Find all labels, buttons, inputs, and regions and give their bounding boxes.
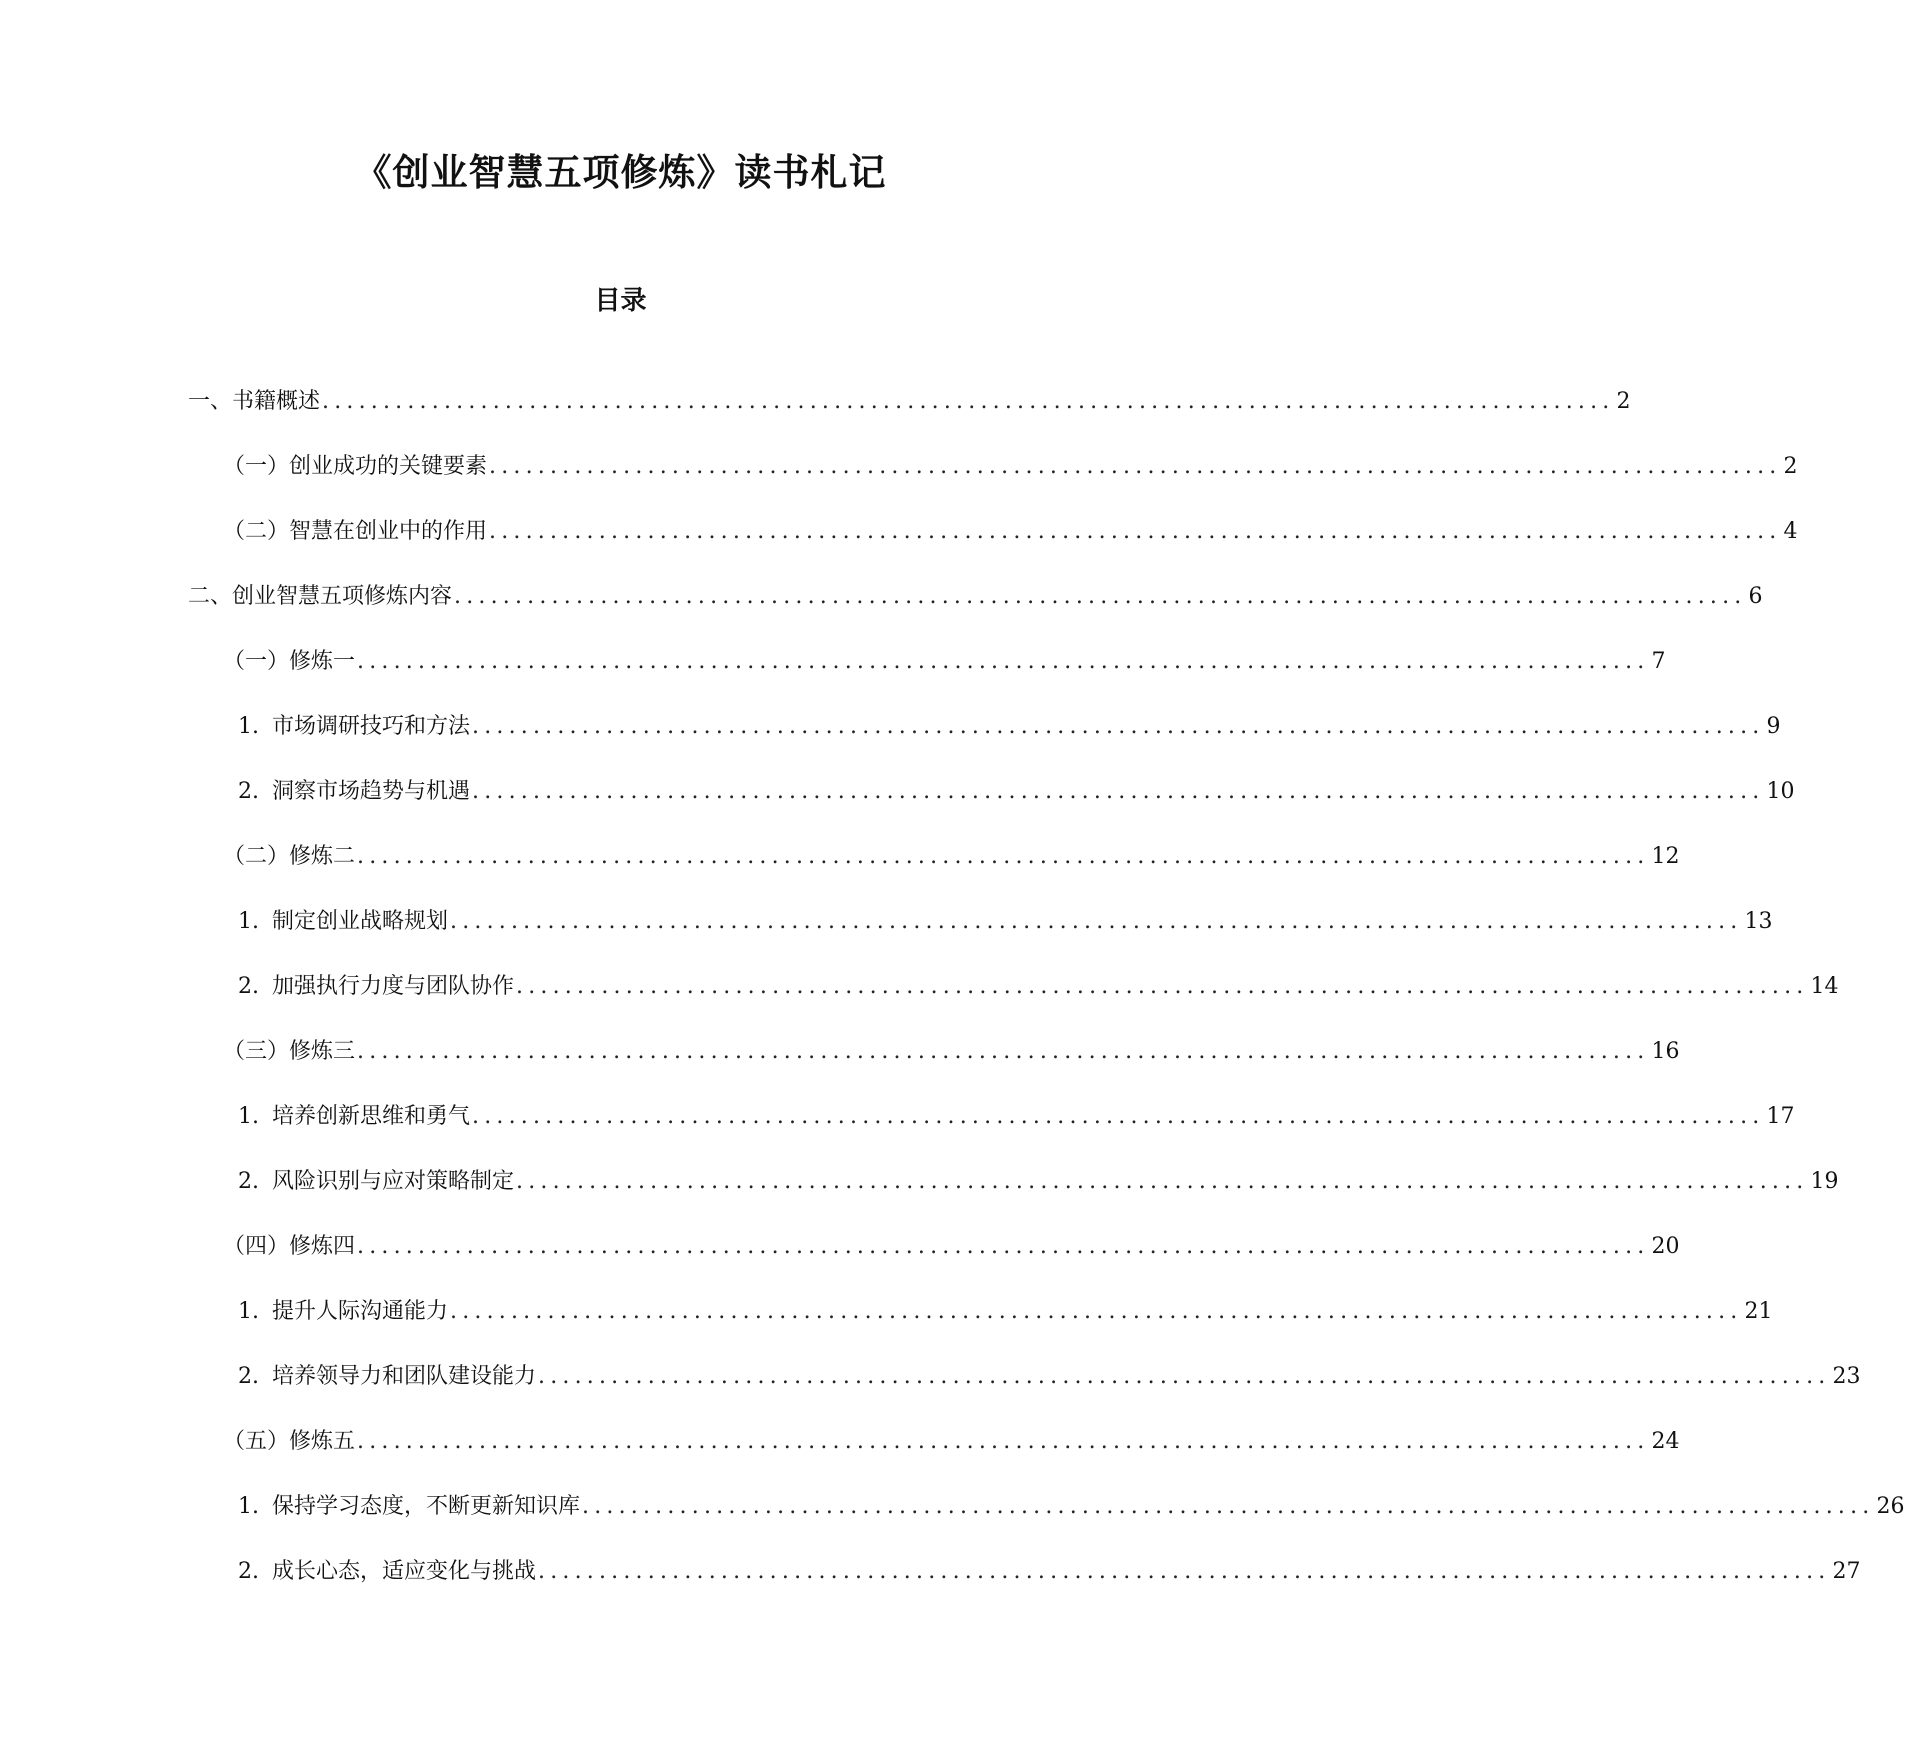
dot-leader: ..........................................................................................................	[489, 454, 1782, 479]
toc-entry-number: 2.	[238, 779, 259, 804]
toc-entry-discipline-2[interactable]	[223, 839, 1680, 875]
toc-entry-label: （五）修炼五	[223, 1429, 356, 1454]
toc-entry-number: 2.	[238, 1559, 259, 1584]
toc-entry-label: （三）修炼三	[223, 1039, 356, 1064]
dot-leader: ..........................................................................................................	[516, 974, 1809, 999]
dot-leader: ..........................................................................................................	[472, 779, 1765, 804]
toc-page-number: 7	[1651, 649, 1666, 674]
dot-leader: ..........................................................................................................	[489, 519, 1782, 544]
toc-entry-label	[238, 709, 470, 745]
dot-leader: ..........................................................................................................	[450, 909, 1743, 934]
dot-leader: ..........................................................................................................	[322, 389, 1615, 414]
dot-leader: ..........................................................................................................	[450, 1299, 1743, 1324]
toc-page-number: 2	[1783, 454, 1798, 479]
toc-page-number: 2	[1616, 389, 1631, 414]
toc-page-number: 16	[1651, 1039, 1680, 1064]
toc-entry-3-1[interactable]	[238, 1099, 1795, 1135]
toc-entry-text: 保持学习态度，不断更新知识库	[272, 1494, 581, 1519]
toc-entry-2-1[interactable]	[238, 904, 1773, 940]
toc-entry-text: 培养创新思维和勇气	[272, 1104, 471, 1129]
toc-entry-3-2[interactable]	[238, 1164, 1839, 1200]
toc-entry-label	[238, 1294, 448, 1330]
toc-page-number: 6	[1748, 584, 1763, 609]
toc-page-number: 26	[1876, 1494, 1905, 1519]
toc-entry-five-disciplines[interactable]	[188, 579, 1763, 615]
toc-entry-label	[238, 904, 448, 940]
dot-leader: ..........................................................................................................	[582, 1494, 1875, 1519]
dot-leader: ..........................................................................................................	[357, 1234, 1650, 1259]
dot-leader: ..........................................................................................................	[357, 649, 1650, 674]
dot-leader: ..........................................................................................................	[472, 714, 1765, 739]
toc-entry-label	[238, 1359, 536, 1395]
toc-heading: 目录	[594, 286, 647, 316]
dot-leader: ..........................................................................................................	[538, 1559, 1831, 1584]
toc-entry-text: 加强执行力度与团队协作	[272, 974, 515, 999]
page-title: 《创业智慧五项修炼》读书札记	[354, 151, 887, 194]
dot-leader: ..........................................................................................................	[357, 1429, 1650, 1454]
dot-leader: ..........................................................................................................	[538, 1364, 1831, 1389]
toc-entry-text: 提升人际沟通能力	[272, 1299, 449, 1324]
toc-entry-number: 1.	[238, 909, 259, 934]
toc-page-number: 23	[1832, 1364, 1861, 1389]
toc-entry-label: （一）创业成功的关键要素	[223, 454, 488, 479]
toc-entry-5-1[interactable]	[238, 1489, 1905, 1525]
dot-leader: ..........................................................................................................	[454, 584, 1747, 609]
toc-page-number: 20	[1651, 1234, 1680, 1259]
toc-entry-5-2[interactable]	[238, 1554, 1861, 1590]
toc-entry-discipline-1[interactable]	[223, 644, 1666, 680]
toc-page-number: 13	[1744, 909, 1773, 934]
toc-entry-label: 二、创业智慧五项修炼内容	[188, 584, 453, 609]
toc-page-number: 10	[1766, 779, 1795, 804]
toc-entry-2-2[interactable]	[238, 969, 1839, 1005]
toc-entry-label: （一）修炼一	[223, 649, 356, 674]
toc-entry-label: （二）智慧在创业中的作用	[223, 519, 488, 544]
toc-entry-number: 1.	[238, 714, 259, 739]
toc-entry-discipline-5[interactable]	[223, 1424, 1680, 1460]
toc-entry-4-1[interactable]	[238, 1294, 1773, 1330]
toc-page-number: 9	[1766, 714, 1781, 739]
toc-entry-label	[238, 969, 514, 1005]
toc-entry-text: 风险识别与应对策略制定	[272, 1169, 515, 1194]
toc-entry-number: 1.	[238, 1494, 259, 1519]
toc-page-number: 27	[1832, 1559, 1861, 1584]
toc-entry-text: 成长心态，适应变化与挑战	[272, 1559, 537, 1584]
toc-page-number: 4	[1783, 519, 1798, 544]
toc-entry-number: 2.	[238, 1364, 259, 1389]
toc-entry-discipline-3[interactable]	[223, 1034, 1680, 1070]
toc-entry-number: 2.	[238, 1169, 259, 1194]
toc-entry-number: 1.	[238, 1104, 259, 1129]
toc-entry-text: 制定创业战略规划	[272, 909, 449, 934]
toc-entry-discipline-4[interactable]	[223, 1229, 1680, 1265]
toc-entry-key-success-factors[interactable]	[223, 449, 1798, 485]
toc-entry-label: 一、书籍概述	[188, 389, 321, 414]
toc-entry-text: 洞察市场趋势与机遇	[272, 779, 471, 804]
toc-page-number: 24	[1651, 1429, 1680, 1454]
dot-leader: ..........................................................................................................	[516, 1169, 1809, 1194]
toc-entry-label	[238, 1099, 470, 1135]
toc-entry-1-2[interactable]	[238, 774, 1795, 810]
toc-page-number: 12	[1651, 844, 1680, 869]
toc-entry-label: （四）修炼四	[223, 1234, 356, 1259]
toc-entry-label: （二）修炼二	[223, 844, 356, 869]
toc-page-number: 21	[1744, 1299, 1773, 1324]
toc-entry-label	[238, 1554, 536, 1590]
toc-entry-book-overview[interactable]	[188, 384, 1631, 420]
toc-entry-text: 市场调研技巧和方法	[272, 714, 471, 739]
toc-entry-label	[238, 774, 470, 810]
dot-leader: ..........................................................................................................	[357, 844, 1650, 869]
toc-entry-role-of-wisdom[interactable]	[223, 514, 1798, 550]
toc-entry-4-2[interactable]	[238, 1359, 1861, 1395]
toc-entry-number: 1.	[238, 1299, 259, 1324]
toc-entry-text: 培养领导力和团队建设能力	[272, 1364, 537, 1389]
toc-page-number: 14	[1810, 974, 1839, 999]
toc-page-number: 17	[1766, 1104, 1795, 1129]
toc-entry-label	[238, 1489, 580, 1525]
dot-leader: ..........................................................................................................	[472, 1104, 1765, 1129]
toc-entry-1-1[interactable]	[238, 709, 1781, 745]
toc-entry-label	[238, 1164, 514, 1200]
dot-leader: ..........................................................................................................	[357, 1039, 1650, 1064]
toc-entry-number: 2.	[238, 974, 259, 999]
toc-page-number: 19	[1810, 1169, 1839, 1194]
